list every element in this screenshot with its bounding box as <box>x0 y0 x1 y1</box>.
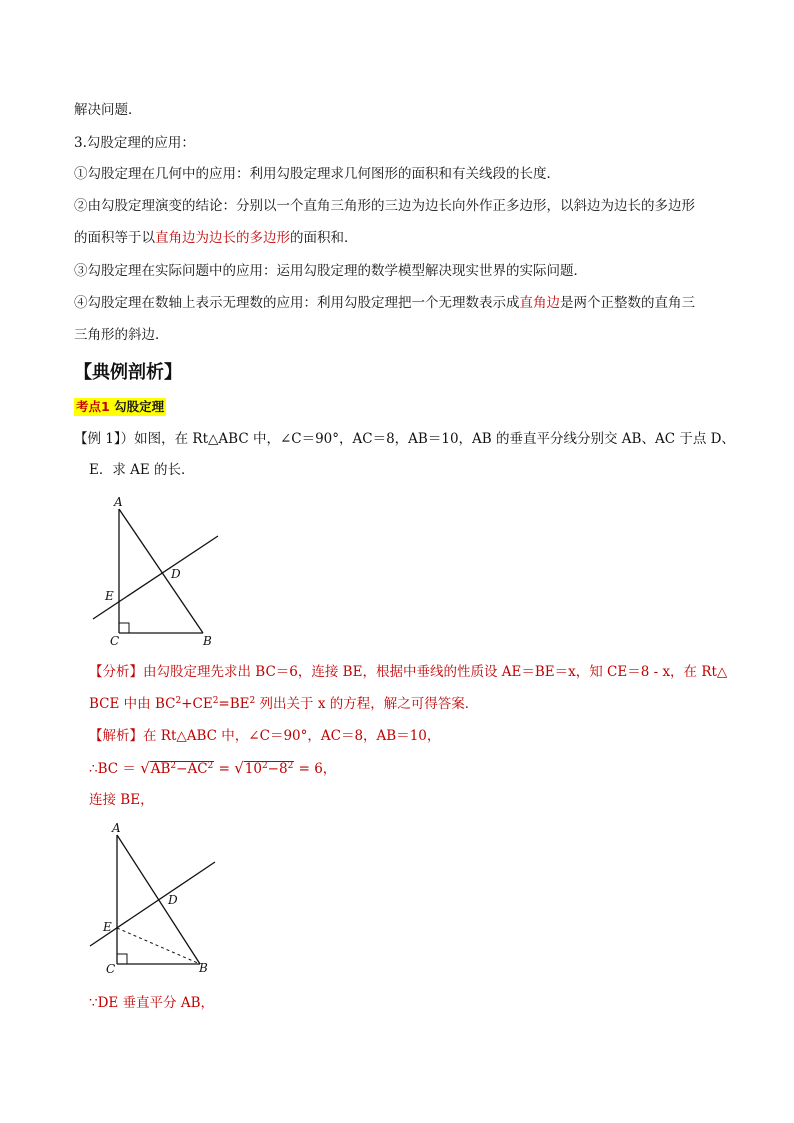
radical-1 <box>150 761 215 776</box>
rad1-a: AB <box>150 761 171 777</box>
sup-7: 2 <box>287 761 294 771</box>
fig1-label-C: C <box>110 634 120 648</box>
fig2-label-C: C <box>106 962 116 976</box>
example-line-2: E．求 AE 的长． <box>89 462 195 478</box>
text-line-7-c: 是两个正整数的直角三 <box>560 295 695 311</box>
fig1-label-D: D <box>171 567 181 581</box>
fig1-label-B: B <box>203 634 212 648</box>
sup-2: 2 <box>212 696 219 706</box>
topic-tag <box>74 398 166 416</box>
topic-tag-text: 勾股定理 <box>114 399 165 414</box>
example-line-1 <box>74 429 735 449</box>
text-line-7 <box>74 293 695 313</box>
text-line-1: 解决问题． <box>74 102 142 118</box>
solution-eq: = <box>214 761 235 777</box>
analysis-text-1: 由勾股定理先求出 BC＝6，连接 BE，根据中垂线的性质设 AE＝BE＝x，知 CE＝8 - x，在 Rt△ <box>143 664 728 680</box>
sup-1: 2 <box>175 696 182 706</box>
text-line-5 <box>74 228 358 248</box>
analysis-line-1 <box>89 662 727 682</box>
text-line-5-c: 的面积和． <box>290 230 358 246</box>
text-line-2: 3.勾股定理的应用： <box>74 135 195 151</box>
fig2-label-D: D <box>168 893 178 907</box>
sup-3: 2 <box>249 696 256 706</box>
figure-2 <box>85 818 235 978</box>
analysis-text-2a: BCE 中由 BC <box>89 696 176 712</box>
fig1-label-A: A <box>114 495 123 509</box>
rad2-b: −8 <box>267 761 288 777</box>
solution-result: = 6， <box>294 761 337 777</box>
analysis-label: 【分析】 <box>89 664 143 680</box>
figure-1 <box>85 492 235 652</box>
solution-line-3: 连接 BE， <box>89 792 154 808</box>
text-line-6: ③勾股定理在实际问题中的应用：运用勾股定理的数学模型解决现实世界的实际问题． <box>74 263 587 279</box>
analysis-eq: =BE <box>218 696 250 712</box>
solution-line-4: ∵DE 垂直平分 AB， <box>89 995 215 1011</box>
fig2-label-E: E <box>103 920 112 934</box>
analysis-line-2 <box>89 694 478 714</box>
analysis-plus: +CE <box>181 696 213 712</box>
fig2-label-B: B <box>199 961 208 975</box>
section-heading: 【典例剖析】 <box>74 362 182 383</box>
text-line-5-a: 的面积等于以 <box>74 230 155 246</box>
fig2-label-A: A <box>112 821 121 835</box>
topic-tag-prefix: 考点1 <box>76 399 110 414</box>
solution-line-2: ∴BC ＝ $√AB^2-AC^2 = √10^2-8^2 = 6$， <box>89 759 337 777</box>
fig1-label-E: E <box>105 589 114 603</box>
sup-5: 2 <box>207 761 214 771</box>
radical-2 <box>244 761 295 776</box>
text-line-8: 三角形的斜边． <box>74 327 169 343</box>
text-line-3: ①勾股定理在几何中的应用：利用勾股定理求几何图形的面积和有关线段的长度． <box>74 166 560 182</box>
rad1-b: −AC <box>176 761 208 777</box>
text-line-5-highlight: 直角边为边长的多边形 <box>155 230 290 246</box>
solution-therefore: ∴BC ＝ <box>89 761 141 777</box>
text-line-7-a: ④勾股定理在数轴上表示无理数的应用：利用勾股定理把一个无理数表示成 <box>74 295 520 311</box>
analysis-text-2b: 列出关于 x 的方程，解之可得答案． <box>255 696 479 712</box>
example-label: 【例 1】 <box>74 431 121 447</box>
solution-text-1: 在 Rt△ABC 中，∠C＝90°，AC＝8，AB＝10， <box>143 728 441 744</box>
sup-4: 2 <box>170 761 177 771</box>
solution-label: 【解析】 <box>89 728 143 744</box>
example-text-1: ）如图，在 Rt△ABC 中，∠C＝90°，AC＝8，AB＝10，AB 的垂直平分线分别交 AB、AC 于点 D、 <box>120 431 735 447</box>
text-line-4: ②由勾股定理演变的结论：分别以一个直角三角形的三边为边长向外作正多边形，以斜边为边长的多边形 <box>74 198 695 214</box>
rad2-a: 10 <box>244 761 262 777</box>
solution-line-1 <box>89 726 440 746</box>
text-line-7-highlight: 直角边 <box>519 295 560 311</box>
sup-6: 2 <box>261 761 268 771</box>
